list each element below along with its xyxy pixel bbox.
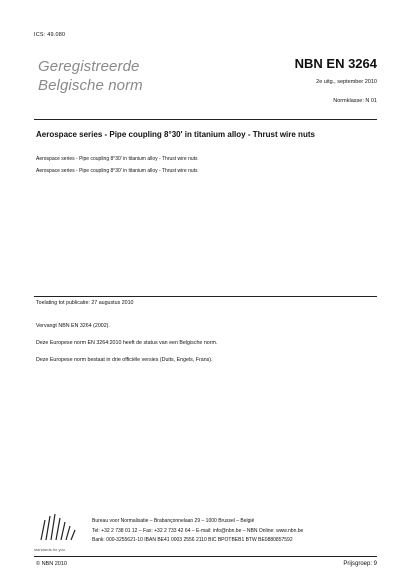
address-line: Bureau voor Normalisatie – Brabançonnelaan 29 – 1000 Brussel – België (92, 518, 255, 524)
contact-line: Tel: +32 2 738 01 12 – Fax: +32 2 733 42 64 – E-mail: info@nbn.be – NBN Online: www.nbn.be (92, 528, 304, 534)
price-group: Prijsgroep: 9 (343, 561, 377, 567)
divider-middle (34, 296, 377, 297)
divider-bottom (34, 556, 377, 557)
standard-title: Aerospace series - Pipe coupling 8°30' in titanium alloy - Thrust wire nuts (36, 130, 315, 139)
bank-line: Bank: 000-3255621-10 IBAN BE41 0003 2556 2110 BIC BPOTBEB1 BTW BE0880857592 (92, 537, 293, 543)
status-note: Deze Europese norm EN 3264:2010 heeft de status van een Belgische norm. (36, 340, 218, 346)
ics-code: ICS: 49.080 (34, 32, 66, 38)
standard-title-translation-2: Aerospace series - Pipe coupling 8°30' in titanium alloy - Thrust wire nuts (36, 168, 198, 174)
doc-type-title-line2: Belgische norm (38, 77, 143, 94)
doc-type-title-line1: Geregistreerde (38, 58, 140, 75)
nbn-logo (38, 512, 78, 542)
versions-note: Deze Europese norm bestaat in drie officiële versies (Duits, Engels, Frans). (36, 357, 213, 363)
logo-tagline: standards for you (34, 547, 65, 552)
divider-top (34, 119, 377, 120)
edition-date: 2e uitg., september 2010 (316, 79, 377, 85)
publication-approval: Toelating tot publicatie: 27 augustus 2010 (36, 300, 134, 306)
replaces-note: Vervangt NBN EN 3264 (2002). (36, 323, 110, 329)
copyright: © NBN 2010 (36, 561, 67, 567)
norm-class: Normklasse: N 01 (333, 98, 377, 104)
standard-title-translation-1: Aerospace series - Pipe coupling 8°30' in titanium alloy - Thrust wire nuts (36, 156, 198, 162)
standard-number: NBN EN 3264 (294, 56, 377, 71)
